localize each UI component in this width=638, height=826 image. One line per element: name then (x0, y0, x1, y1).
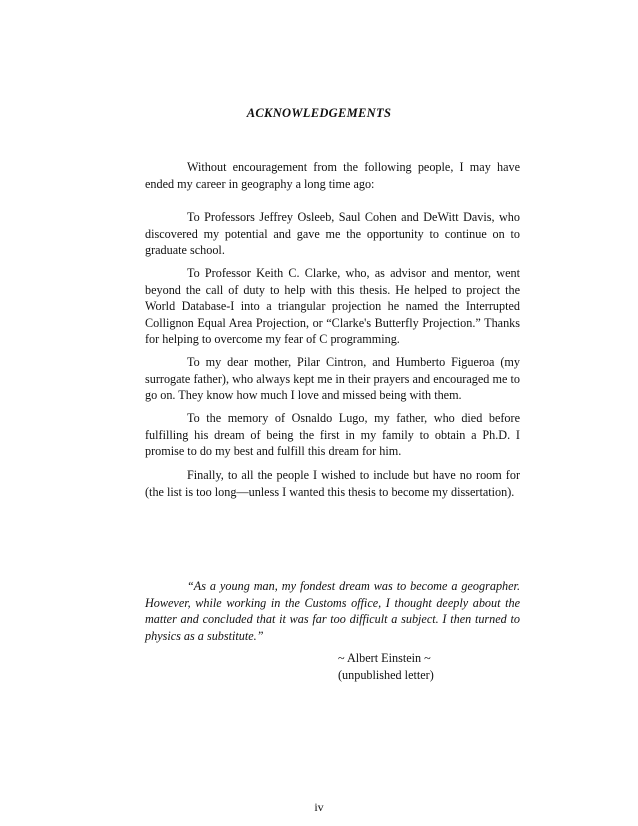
paragraph-closing: Finally, to all the people I wished to include but have no room for (the list is too long—unless I wanted this thesis to become my dissertation). (145, 468, 520, 499)
paragraph-family: To my dear mother, Pilar Cintron, and Humberto Figueroa (my surrogate father), who always kept me in their prayers and encouraged me to go on. They know how much I love and missed being with them. (145, 355, 520, 402)
epigraph-quote: “As a young man, my fondest dream was to become a geographer. However, while working in the Customs office, I thought deeply about the matter and concluded that it was far too difficult a subject. I then turned to physics as a substitute.” (145, 579, 520, 643)
paragraph-intro: Without encouragement from the following people, I may have ended my career in geography a long time ago: (145, 160, 520, 191)
paragraph-advisor: To Professor Keith C. Clarke, who, as advisor and mentor, went beyond the call of duty to help with this thesis. He helped to project the World Database-I into a triangular projection he named the Interrupted Collignon Equal Area Projection, or “Clarke's Butterfly Projection.” Thanks for helping to overcome my fear of C programming. (145, 266, 520, 346)
page-number: iv (314, 800, 324, 814)
paragraph-professors: To Professors Jeffrey Osleeb, Saul Cohen and DeWitt Davis, who discovered my potential and gave me the opportunity to continue on to graduate school. (145, 210, 520, 257)
page-title: ACKNOWLEDGEMENTS (246, 106, 392, 120)
quote-source: (unpublished letter) (338, 667, 434, 682)
paragraph-father: To the memory of Osnaldo Lugo, my father, who died before fulfilling his dream of being the first in my family to obtain a Ph.D. I promise to do my best and fulfill this dream for him. (145, 411, 520, 458)
quote-attribution (338, 650, 434, 683)
quote-author: ~ Albert Einstein ~ (338, 651, 431, 665)
